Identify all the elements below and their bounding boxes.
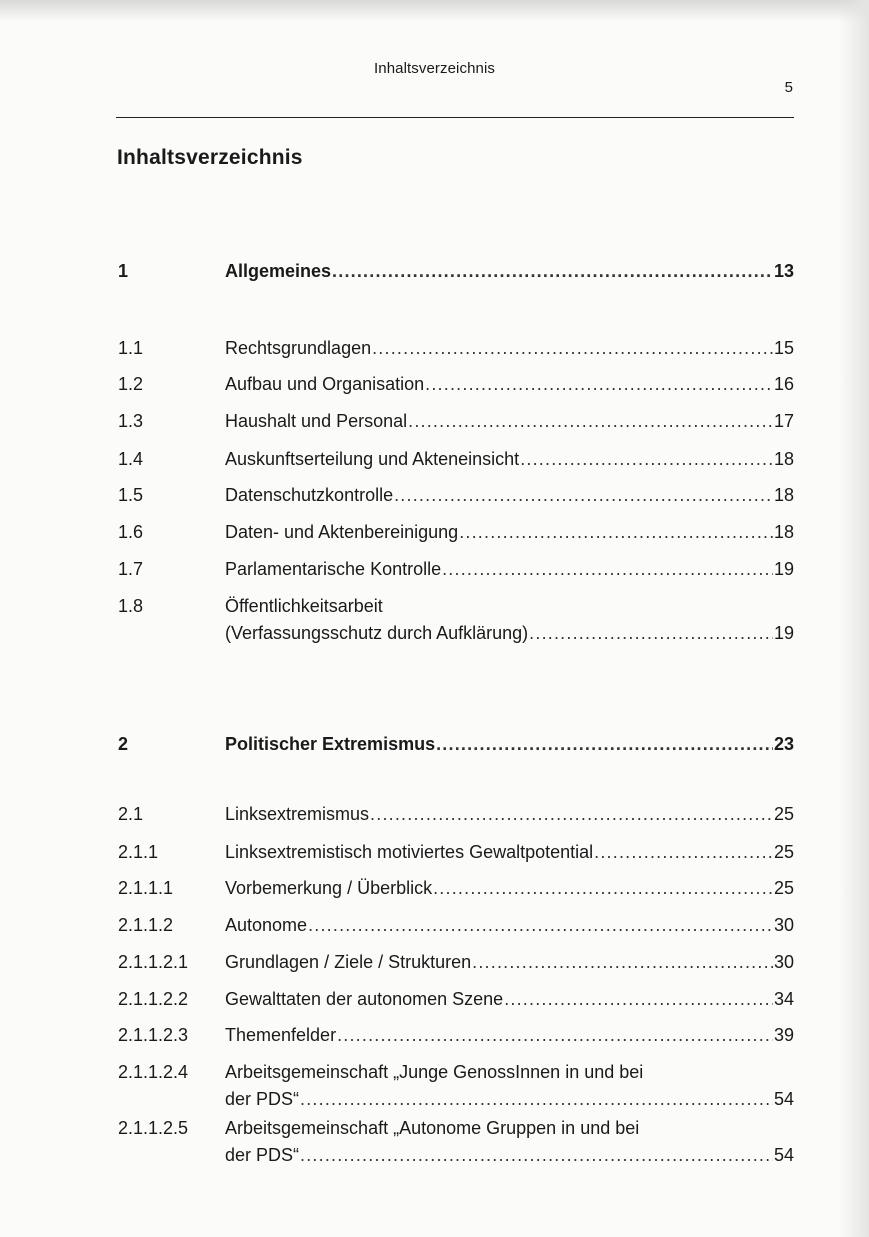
dot-leader [472, 949, 773, 976]
dot-leader [504, 986, 773, 1013]
toc-entry-page: 39 [773, 1025, 794, 1045]
toc-entry-page: 19 [773, 623, 794, 643]
toc-entry-number: 1.5 [118, 485, 144, 505]
toc-entry-title: Parlamentarische Kontrolle [225, 559, 442, 579]
toc-entry-text [225, 1022, 794, 1049]
toc-entry-number: 2.1.1 [118, 842, 159, 862]
dot-leader [408, 408, 773, 435]
toc-entry-text [225, 1059, 794, 1113]
toc-entry-title: Vorbemerkung / Überblick [225, 878, 433, 898]
toc-entry-page: 18 [773, 449, 794, 469]
toc-entry-title: Arbeitsgemeinschaft „Junge GenossInnen in und bei [225, 1062, 644, 1082]
toc-entry-title: Autonome [225, 915, 308, 935]
dot-leader [425, 371, 773, 398]
toc-entry-page: 18 [773, 485, 794, 505]
toc-entry-text [225, 446, 794, 473]
toc-entry-title: Gewalttaten der autonomen Szene [225, 989, 504, 1009]
toc-entry-title: Haushalt und Personal [225, 411, 408, 431]
toc-entry-page: 18 [773, 522, 794, 542]
toc-entry-title: (Verfassungsschutz durch Aufklärung) [225, 623, 529, 643]
toc-entry-title: Arbeitsgemeinschaft „Autonome Gruppen in und bei [225, 1118, 640, 1138]
toc-entry-title: Öffentlichkeitsarbeit [225, 596, 383, 616]
toc-entry-title: Rechtsgrundlagen [225, 338, 372, 358]
toc-entry-number: 2.1.1.1 [118, 878, 174, 898]
toc-entry-title: der PDS“ [225, 1089, 300, 1109]
toc-entry-page: 17 [773, 411, 794, 431]
dot-leader [332, 258, 773, 285]
header-rule [116, 117, 794, 118]
toc-entry-page: 13 [773, 261, 794, 281]
toc-entry-text [225, 408, 794, 435]
toc-entry-page: 54 [773, 1089, 794, 1109]
toc-entry-title: der PDS“ [225, 1145, 300, 1165]
toc-entry-title: Allgemeines [225, 261, 332, 281]
toc-entry-page: 54 [773, 1145, 794, 1165]
toc-entry-text [225, 593, 794, 647]
toc-entry-number: 1.3 [118, 411, 144, 431]
toc-entry-page: 34 [773, 989, 794, 1009]
toc-entry-text [225, 556, 794, 583]
dot-leader [394, 482, 773, 509]
toc-entry-text [225, 258, 794, 285]
dot-leader [520, 446, 773, 473]
dot-leader [459, 519, 773, 546]
dot-leader [436, 731, 773, 758]
toc-entry-number: 1.4 [118, 449, 144, 469]
toc-entry-text [225, 875, 794, 902]
toc-entry-number: 2 [118, 734, 129, 754]
toc-entry-number: 1.7 [118, 559, 144, 579]
dot-leader [337, 1022, 773, 1049]
toc-entry-title: Grundlagen / Ziele / Strukturen [225, 952, 472, 972]
toc-entry-title: Auskunftserteilung und Akteneinsicht [225, 449, 520, 469]
toc-entry-title: Daten- und Aktenbereinigung [225, 522, 459, 542]
toc-entry-page: 15 [773, 338, 794, 358]
toc-entry-text [225, 371, 794, 398]
dot-leader [370, 801, 773, 828]
toc-entry-page: 16 [773, 374, 794, 394]
toc-entry-text [225, 912, 794, 939]
toc-entry-number: 2.1.1.2.3 [118, 1025, 189, 1045]
toc-entry-text [225, 482, 794, 509]
toc-entry-number: 1 [118, 261, 129, 281]
toc-heading: Inhaltsverzeichnis [117, 146, 303, 169]
toc-entry-number: 2.1 [118, 804, 144, 824]
toc-entry-number: 2.1.1.2 [118, 915, 174, 935]
toc-entry-text [225, 1115, 794, 1169]
toc-entry-title: Aufbau und Organisation [225, 374, 425, 394]
toc-entry-page: 25 [773, 804, 794, 824]
toc-entry-number: 2.1.1.2.4 [118, 1062, 189, 1082]
toc-entry-page: 25 [773, 842, 794, 862]
dot-leader [433, 875, 773, 902]
toc-entry-number: 2.1.1.2.5 [118, 1118, 189, 1138]
toc-entry-text [225, 519, 794, 546]
toc-entry-page: 30 [773, 952, 794, 972]
toc-entry-number: 2.1.1.2.2 [118, 989, 189, 1009]
toc-entry-page: 25 [773, 878, 794, 898]
toc-entry-number: 1.1 [118, 338, 144, 358]
toc-entry-text [225, 986, 794, 1013]
toc-entry-title: Datenschutzkontrolle [225, 485, 394, 505]
toc-entry-page: 23 [773, 734, 794, 754]
dot-leader [442, 556, 773, 583]
toc-entry-title: Politischer Extremismus [225, 734, 436, 754]
toc-entry-title: Linksextremistisch motiviertes Gewaltpotential [225, 842, 594, 862]
running-title: Inhaltsverzeichnis [373, 60, 496, 77]
dot-leader [308, 912, 773, 939]
toc-entry-text [225, 731, 794, 758]
dot-leader [300, 1142, 773, 1169]
toc-entry-text [225, 839, 794, 866]
dot-leader [594, 839, 773, 866]
dot-leader [300, 1086, 773, 1113]
toc-entry-text [225, 335, 794, 362]
toc-entry-text [225, 949, 794, 976]
toc-entry-number: 1.2 [118, 374, 144, 394]
page-number: 5 [784, 79, 793, 96]
dot-leader [372, 335, 773, 362]
toc-entry-title: Themenfelder [225, 1025, 337, 1045]
toc-entry-number: 2.1.1.2.1 [118, 952, 189, 972]
toc-entry-title: Linksextremismus [225, 804, 370, 824]
toc-entry-page: 30 [773, 915, 794, 935]
toc-entry-text [225, 801, 794, 828]
toc-entry-number: 1.6 [118, 522, 144, 542]
dot-leader [529, 620, 773, 647]
toc-entry-page: 19 [773, 559, 794, 579]
toc-entry-number: 1.8 [118, 596, 144, 616]
